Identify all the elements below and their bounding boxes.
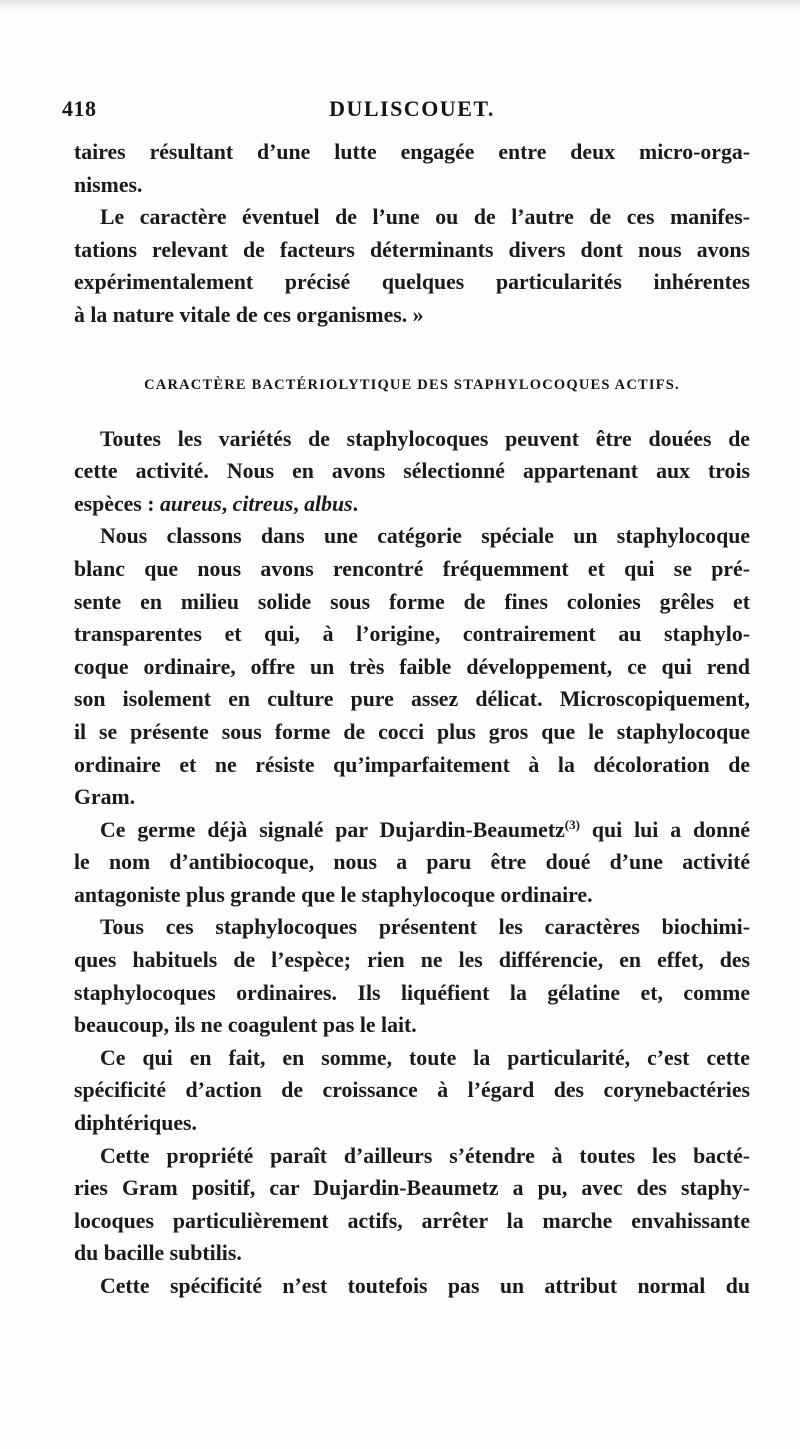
paragraph-varieties <box>74 423 750 521</box>
text-line: du bacille subtilis. <box>74 1241 242 1266</box>
text-line: il se présente sous forme de cocci plus gros que le staphylocoque <box>74 719 750 744</box>
section-heading: CARACTÈRE BACTÉRIOLYTIQUE DES STAPHYLOCOQUES ACTIFS. <box>144 376 680 393</box>
text-line: ries Gram positif, car Dujardin-Beaumetz a pu, avec des staphy- <box>74 1176 750 1201</box>
text-line: expérimentalement précisé quelques particularités inhérentes <box>74 270 750 295</box>
running-title: DULISCOUET. <box>329 96 495 121</box>
book-page <box>62 96 750 1303</box>
text-line: taires résultant d’une lutte engagée entre deux micro-orga- <box>74 140 750 164</box>
text-line: spécificité d’action de croissance à l’égard des corynebactéries <box>74 1078 750 1103</box>
text-line: ordinaire et ne résiste qu’imparfaitement à la décoloration de <box>74 752 750 777</box>
paragraph-gram-positive <box>74 1140 750 1270</box>
text-line: blanc que nous avons rencontré fréquemment et qui se pré- <box>74 556 750 581</box>
species-citreus: citreus <box>232 491 294 516</box>
period: . <box>352 491 359 516</box>
species-albus: albus <box>304 491 353 516</box>
text-line: le nom d’antibiocoque, nous a paru être doué d’une activité <box>74 850 750 875</box>
page-number: 418 <box>62 96 97 121</box>
text-line: cette activité. Nous en avons sélectionné appartenant aux trois <box>74 459 750 484</box>
text-line: tations relevant de facteurs déterminants divers dont nous avons <box>74 237 750 262</box>
text-line: son isolement en culture pure assez délicat. Microscopiquement, <box>74 687 750 712</box>
text-line: Nous classons dans une catégorie spéciale un staphylocoque <box>100 524 750 549</box>
text-fragment: Ce germe déjà signalé par Dujardin-Beaumetz <box>100 817 565 842</box>
text-line: Cette propriété paraît d’ailleurs s’étendre à toutes les bacté- <box>100 1143 750 1168</box>
text-line: coque ordinaire, offre un très faible développement, ce qui rend <box>74 654 750 679</box>
page-edge-shadow <box>0 0 800 12</box>
text-line: Le caractère éventuel de l’une ou de l’autre de ces manifes- <box>100 205 750 230</box>
footnote-ref: (3) <box>564 816 580 832</box>
separator: , <box>221 491 233 516</box>
text-line: sente en milieu solide sous forme de fines colonies grêles et <box>74 589 750 614</box>
paragraph-quote-end <box>74 201 750 331</box>
paragraph-continuation <box>74 136 750 201</box>
text-line: diphtériques. <box>74 1111 197 1136</box>
text-fragment: qui lui a donné <box>579 817 750 842</box>
text-line-footnote <box>74 814 750 847</box>
paragraph-final <box>74 1270 750 1303</box>
text-line: Gram. <box>74 785 136 810</box>
text-line: beaucoup, ils ne coagulent pas le lait. <box>74 1013 417 1038</box>
text-line: Toutes les variétés de staphylocoques peuvent être douées de <box>100 426 750 451</box>
text-line: nismes. <box>74 172 143 197</box>
text-line: ques habituels de l’espèce; rien ne les différencie, en effet, des <box>74 948 750 973</box>
text-line: Ce qui en fait, en somme, toute la particularité, c’est cette <box>100 1045 750 1070</box>
text-line: Cette spécificité n’est toutefois pas un attribut normal du <box>100 1274 750 1298</box>
paragraph-antibiocoque <box>74 814 750 912</box>
paragraph-specificity <box>74 1042 750 1140</box>
text-line: Tous ces staphylocoques présentent les caractères biochimi- <box>100 915 750 940</box>
species-prefix: espèces : <box>74 491 160 516</box>
page-header <box>62 96 750 136</box>
species-aureus: aureus <box>159 491 222 516</box>
text-line: locoques particulièrement actifs, arrêter la marche envahissante <box>74 1208 750 1233</box>
text-line-species <box>74 488 750 521</box>
text-line: transparentes et qui, à l’origine, contrairement au staphylo- <box>74 622 750 647</box>
paragraph-white-staphylococcus <box>74 520 750 813</box>
separator: , <box>293 491 305 516</box>
text-line: à la nature vitale de ces organismes. » <box>74 302 424 327</box>
text-line: antagoniste plus grande que le staphylocoque ordinaire. <box>74 882 593 907</box>
text-line: staphylocoques ordinaires. Ils liquéfient la gélatine et, comme <box>74 980 750 1005</box>
paragraph-biochemistry <box>74 911 750 1041</box>
